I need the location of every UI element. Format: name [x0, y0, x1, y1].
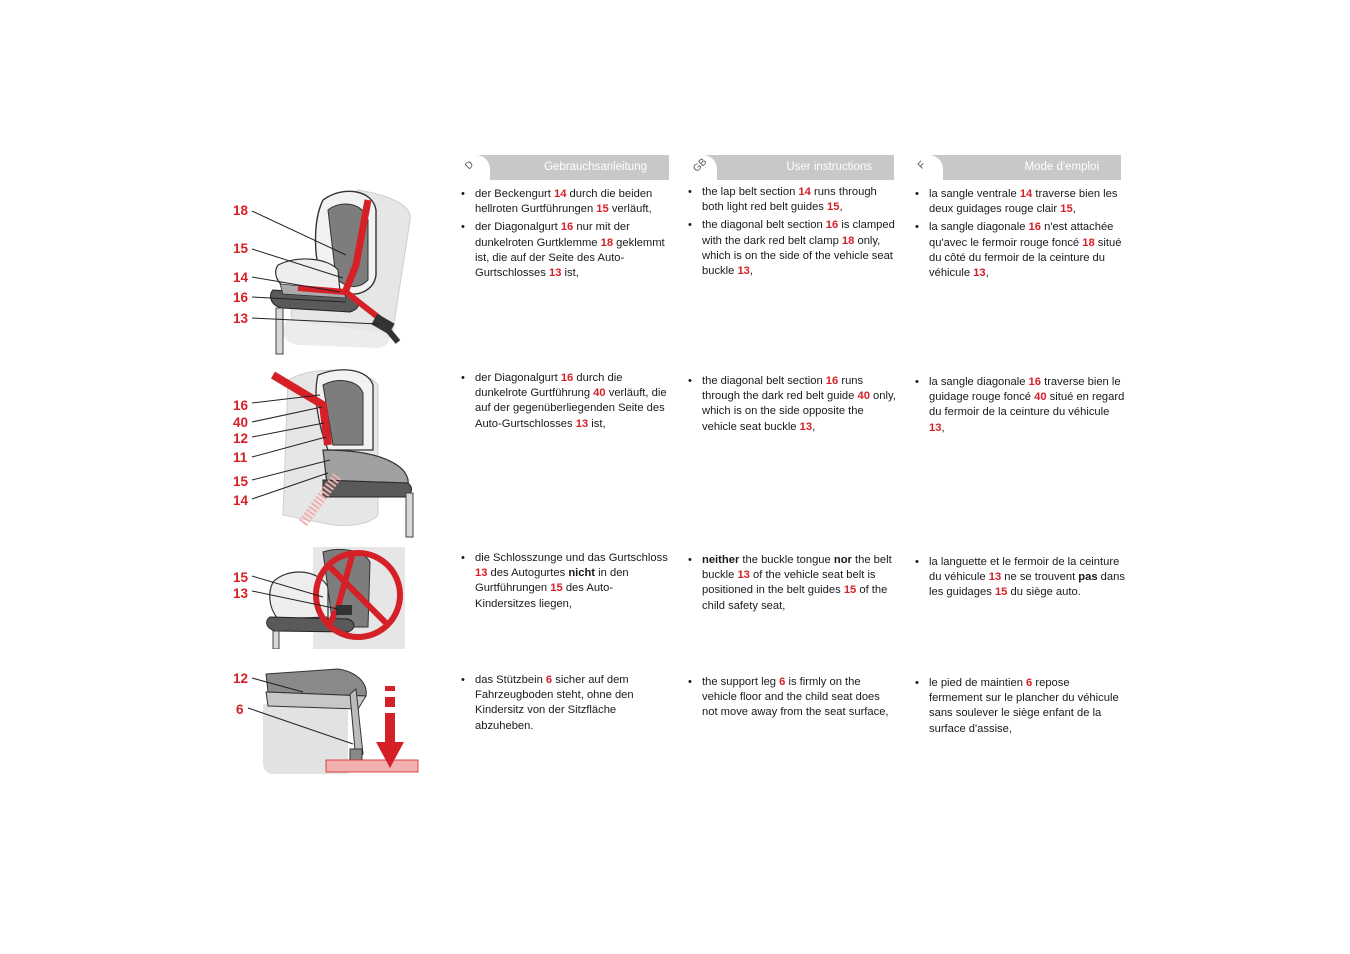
label-14: 14 [233, 270, 249, 285]
section-4-fr [915, 676, 1125, 740]
reference-number: 13 [549, 267, 562, 280]
section-3-de [461, 551, 671, 615]
reference-number: 15 [550, 582, 563, 595]
reference-number: 16 [560, 372, 574, 384]
bullet-text: verläuft, die auf der gegenüberliegenden Seite des Auto-Gurtschlosses [475, 387, 667, 430]
reference-number: 15 [827, 201, 840, 214]
label-40: 40 [233, 415, 249, 430]
bullet-text: la sangle diagonale [929, 376, 1029, 388]
header-title-gb: User instructions [786, 161, 872, 173]
reference-number: 15 [596, 203, 609, 216]
bullet-text: la languette et le fermoir de la ceinture du véhicule [929, 556, 1120, 584]
bullet-item [688, 675, 898, 721]
bullet-text: du siège auto. [1007, 586, 1081, 599]
reference-number: 40 [857, 390, 870, 403]
bullet-text: das Stützbein [475, 674, 546, 686]
bullet-text: runs through both light red belt guides [702, 186, 877, 214]
section-1-gb [688, 185, 898, 282]
reference-number: 13 [988, 571, 1002, 584]
reference-number: 18 [600, 236, 614, 249]
illustration-support-leg [228, 664, 423, 776]
label-12: 12 [233, 671, 249, 686]
bullet-text: ist, [588, 417, 606, 430]
vehicle-floor-hatched [326, 760, 418, 772]
reference-number: 16 [825, 219, 839, 232]
bullet-item [461, 551, 671, 612]
bullet-text: la sangle ventrale [929, 188, 1020, 200]
reference-number: 6 [545, 674, 553, 686]
bullet-text: verläuft, [608, 203, 652, 216]
bullet-text: durch die dunkelrote Gurtführung [475, 372, 623, 400]
header-gb [689, 155, 894, 180]
bullet-item [688, 218, 898, 279]
header-title-de: Gebrauchsanleitung [544, 161, 647, 173]
bullet-item [915, 187, 1125, 217]
reference-number: 14 [798, 186, 811, 198]
bullet-text: the lap belt section [702, 186, 799, 198]
child-seat-base [266, 669, 366, 696]
emphasis-text: nicht [568, 567, 596, 580]
reference-number: 40 [1034, 391, 1047, 404]
label-15: 15 [233, 570, 249, 585]
bullet-text: ist, [561, 267, 579, 280]
bullet-text: the diagonal belt section [702, 219, 826, 232]
reference-number: 6 [1026, 677, 1033, 689]
section-2-fr [915, 375, 1125, 439]
bullet-text: ne se trouvent [1001, 571, 1079, 584]
language-tab-de [462, 155, 490, 180]
bullet-item [915, 375, 1125, 436]
label-13: 13 [233, 311, 249, 326]
section-2-de [461, 371, 671, 435]
bullet-text: the buckle tongue [739, 554, 834, 566]
section-3-fr [915, 555, 1125, 604]
section-1-fr [915, 187, 1125, 284]
bullet-item [915, 220, 1125, 281]
bullet-text: des Autogurtes [487, 567, 569, 580]
language-code-gb: GB [691, 156, 710, 175]
bullet-text: the support leg [702, 676, 780, 688]
header-de [462, 155, 669, 180]
label-12: 12 [233, 431, 249, 446]
bullet-text: only, which is on the side opposite the vehicle seat buckle [702, 390, 896, 433]
bullet-text: n'est attachée qu'avec le fermoir rouge foncé [929, 221, 1114, 249]
bullet-item [688, 185, 898, 215]
illustration-belt-routing-front [228, 180, 418, 360]
reference-number: 13 [929, 421, 942, 434]
label-18: 18 [233, 203, 249, 218]
bullet-item [461, 187, 671, 217]
bullet-item [461, 673, 671, 734]
label-13: 13 [233, 586, 249, 601]
emphasis-text: pas [1078, 571, 1098, 584]
header-fr [915, 155, 1121, 180]
section-2-gb [688, 374, 898, 438]
bullet-text: repose fermement sur le plancher du véhicule sans soulever le siège enfant de la surface d'assise, [929, 677, 1119, 735]
reference-number: 13 [575, 417, 589, 430]
reference-number: 14 [1019, 188, 1033, 200]
bullet-text: traverse bien le guidage rouge foncé [929, 376, 1121, 404]
reference-number: 13 [799, 420, 813, 433]
bullet-text: the diagonal belt section [702, 375, 826, 387]
bullet-text: the belt buckle [702, 554, 892, 582]
arrow-down-icon [376, 686, 404, 768]
reference-number: 15 [994, 586, 1008, 599]
bullet-text: of the child safety seat, [702, 584, 888, 612]
reference-number: 15 [1060, 203, 1073, 216]
reference-number: 40 [593, 387, 606, 400]
bullet-text: geklemmt ist, die auf der Seite des Auto-Gurtschlosses [475, 236, 665, 280]
label-16: 16 [233, 290, 249, 305]
bullet-text: der Beckengurt [475, 188, 554, 200]
bullet-item [915, 676, 1125, 737]
bullet-text: , [839, 201, 843, 214]
reference-number: 15 [843, 584, 857, 597]
reference-number: 18 [1082, 236, 1095, 249]
bullet-text: le pied de maintien [929, 677, 1027, 689]
reference-number: 16 [560, 221, 574, 234]
bullet-text: , [812, 420, 816, 433]
bullet-text: , [985, 267, 989, 280]
illustration-buckle-prohibited [228, 547, 408, 649]
bullet-text: durch die beiden hellroten Gurtführungen [475, 188, 653, 216]
language-tab-gb [689, 155, 717, 180]
label-16: 16 [233, 398, 249, 413]
emphasis-text: nor [833, 554, 852, 566]
reference-number: 13 [973, 267, 986, 280]
bullet-text: situé en regard du fermoir de la ceinture du véhicule [929, 391, 1125, 419]
belt-buckle [336, 605, 352, 615]
bullet-text: situé du côté du fermoir de la ceinture du véhicule [929, 236, 1122, 280]
reference-number: 13 [737, 265, 750, 278]
label-15: 15 [233, 474, 249, 489]
support-leg [406, 493, 413, 537]
bullet-item [461, 371, 671, 432]
reference-number: 16 [825, 375, 839, 387]
vehicle-belt-strap [388, 330, 398, 342]
bullet-text: in den Gurtführungen [475, 567, 629, 595]
bullet-item [688, 374, 898, 435]
bullet-text: , [941, 421, 945, 434]
reference-number: 18 [841, 234, 855, 247]
bullet-text: der Diagonalgurt [475, 372, 561, 384]
reference-number: 13 [475, 567, 488, 580]
label-15: 15 [233, 241, 249, 256]
reference-number: 16 [1028, 221, 1041, 234]
support-leg [273, 631, 279, 649]
bullet-text: is firmly on the vehicle floor and the child seat does not move away from the seat surface, [702, 676, 889, 719]
bullet-text: nur mit der dunkelroten Gurtklemme [475, 221, 630, 249]
bullet-text: runs through the dark red belt guide [702, 375, 864, 403]
label-14: 14 [233, 493, 249, 508]
bullet-text: of the vehicle seat belt is positioned in the belt guides [702, 569, 876, 597]
bullet-text: dans les guidages [929, 571, 1125, 599]
bullet-text: is clamped with the dark red belt clamp [702, 219, 895, 247]
bullet-text: only, which is on the side of the vehicle seat buckle [702, 234, 893, 278]
bullet-item [688, 553, 898, 614]
bullet-text: la sangle diagonale [929, 221, 1029, 234]
bullet-text: traverse bien les deux guidages rouge clair [929, 188, 1118, 216]
emphasis-text: neither [702, 554, 740, 566]
illustration-belt-routing-side [228, 365, 418, 543]
language-tab-fr [915, 155, 943, 180]
language-code-fr: F [916, 159, 929, 172]
section-4-gb [688, 675, 898, 724]
label-6: 6 [236, 702, 244, 717]
reference-number: 6 [779, 676, 786, 688]
bullet-item [461, 220, 671, 281]
bullet-item [915, 555, 1125, 601]
bullet-text: sicher auf dem Fahrzeugboden steht, ohne den Kindersitz von der Sitzfläche abzuheben. [475, 674, 634, 732]
reference-number: 14 [553, 188, 567, 200]
label-11: 11 [233, 450, 248, 465]
support-leg [276, 308, 283, 354]
bullet-text: der Diagonalgurt [475, 221, 561, 234]
section-3-gb [688, 553, 898, 617]
reference-number: 13 [737, 569, 750, 582]
bullet-text: die Schlosszunge und das Gurtschloss [475, 552, 668, 564]
child-seat-base [267, 617, 354, 632]
section-1-de [461, 187, 671, 284]
header-title-fr: Mode d'emploi [1024, 161, 1099, 173]
language-code-de: D [463, 159, 477, 172]
bullet-text: , [1072, 203, 1076, 216]
bullet-text: des Auto-Kindersitzes liegen, [475, 582, 614, 610]
bullet-text: , [749, 265, 754, 278]
reference-number: 16 [1028, 376, 1041, 388]
section-4-de [461, 673, 671, 737]
